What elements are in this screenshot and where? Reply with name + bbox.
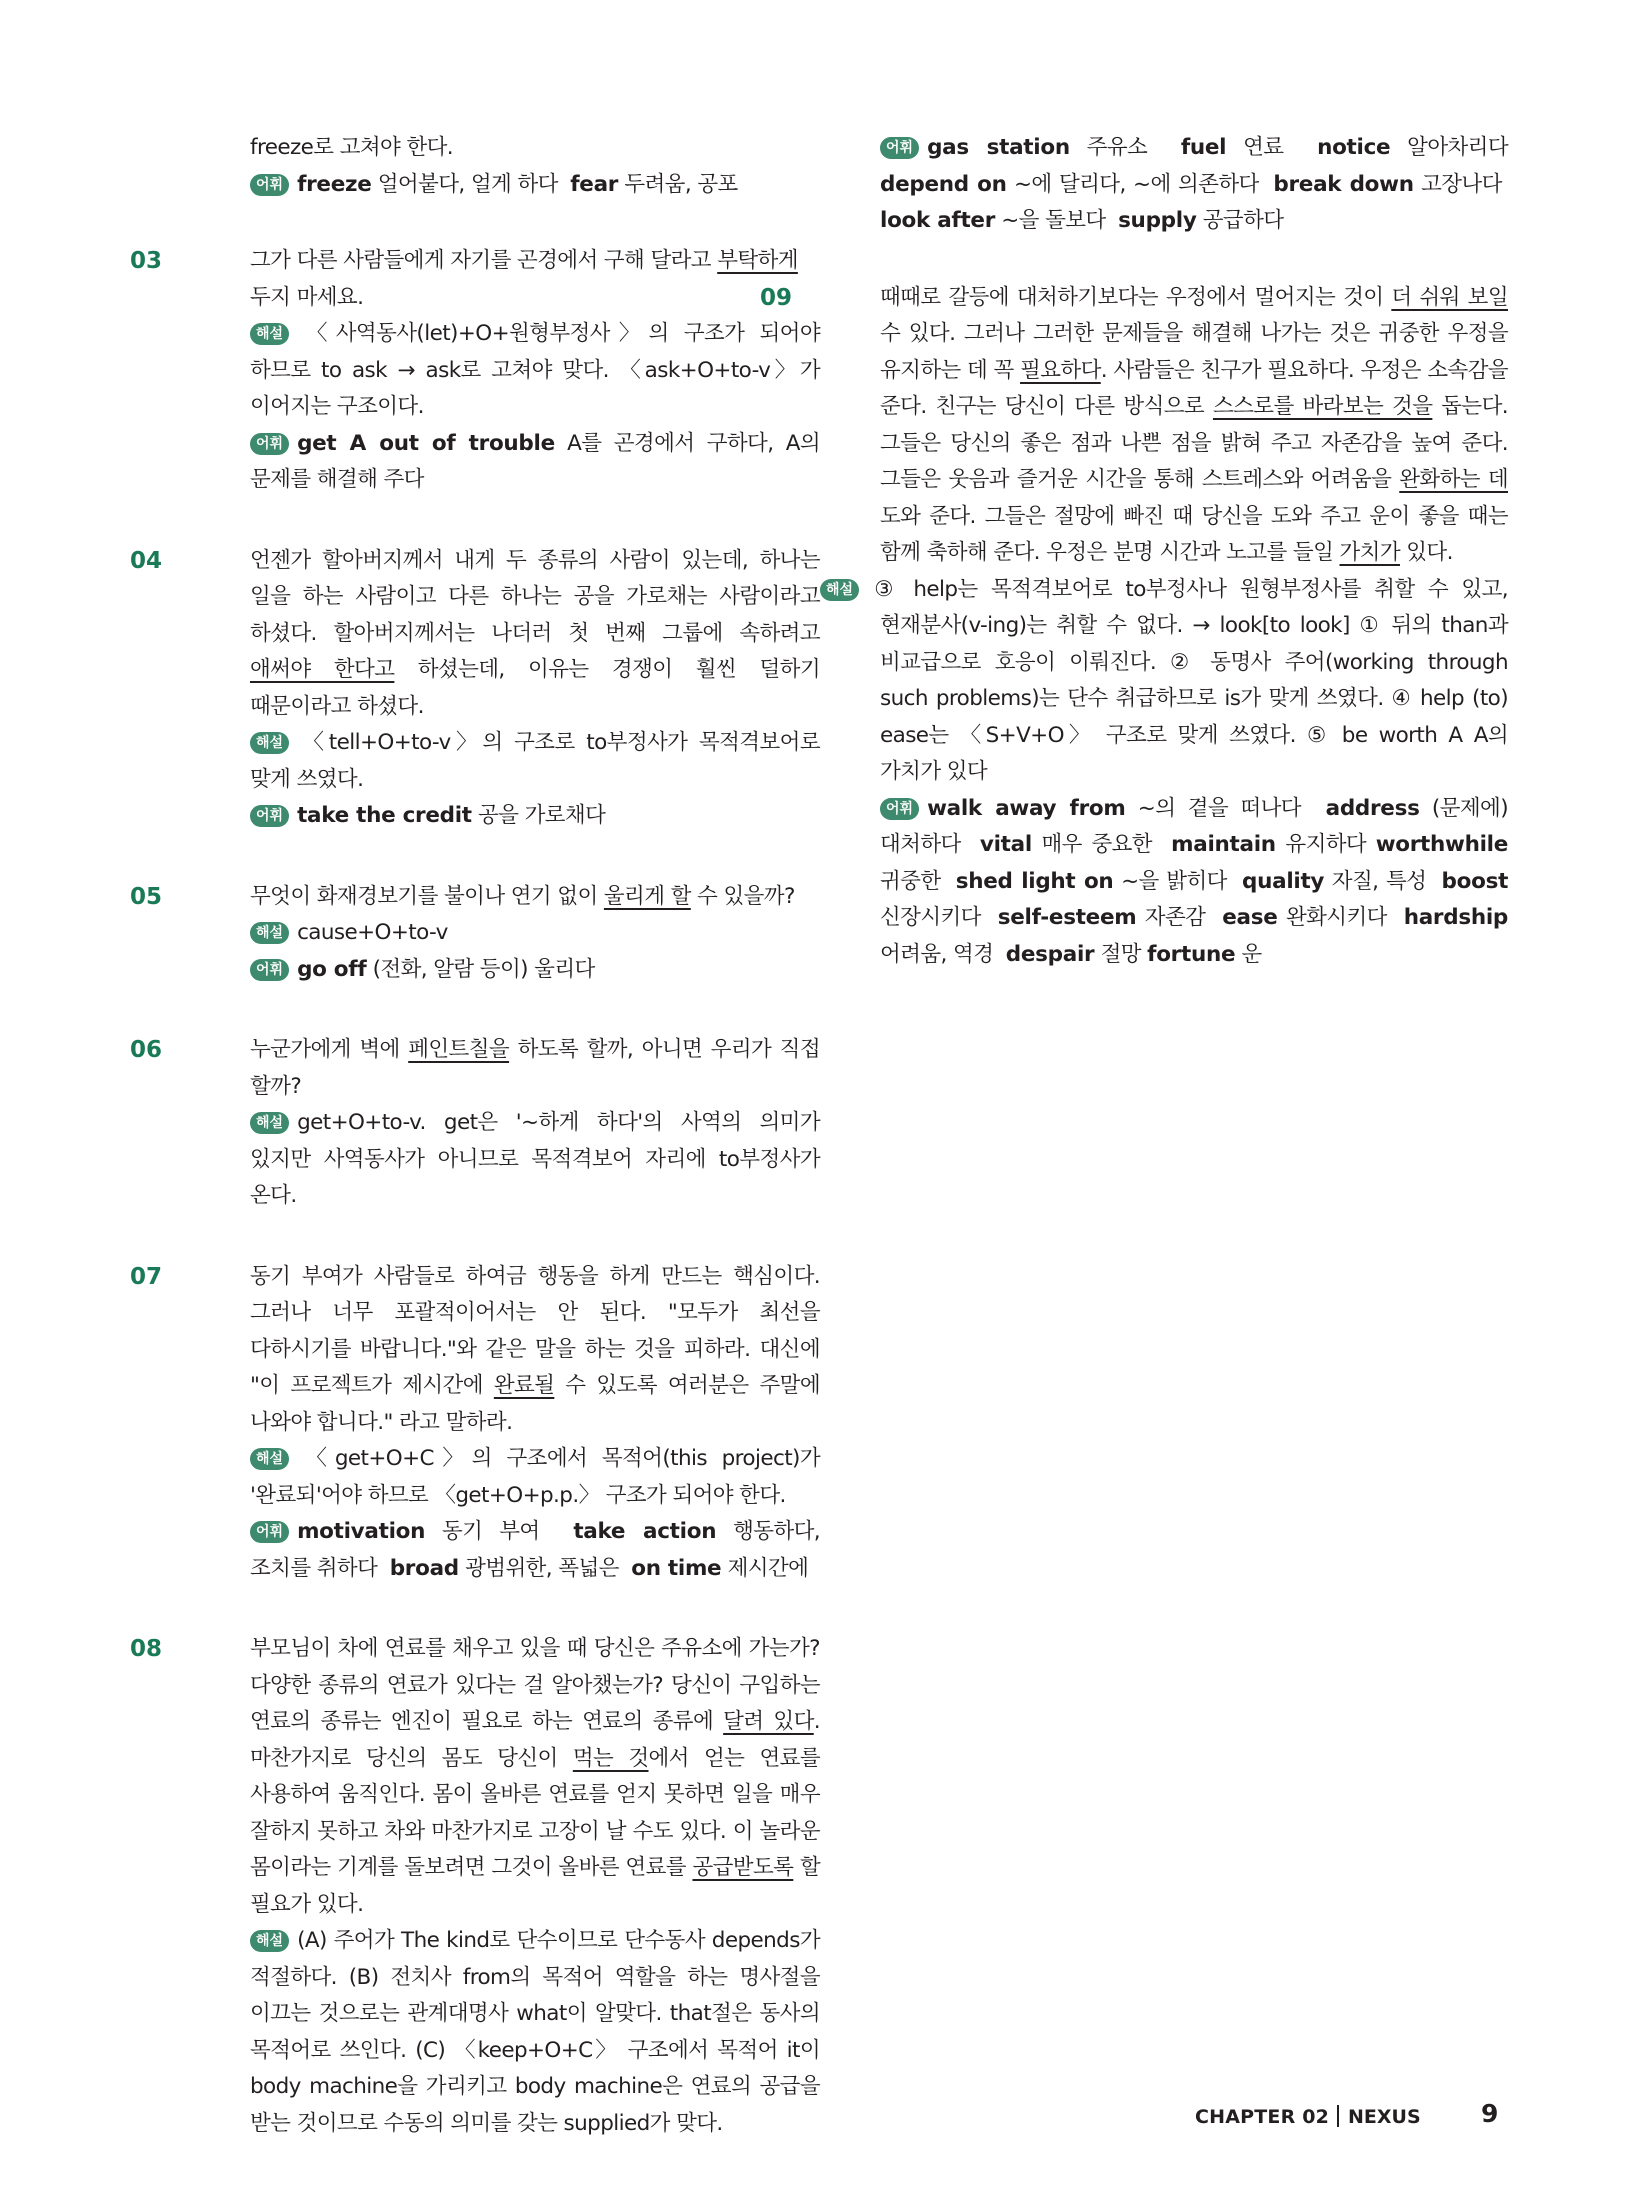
vocab-meaning: ~을 돌보다 — [1001, 208, 1106, 233]
underlined-phrase: 완료될 — [493, 1373, 555, 1398]
vocab-term: self-esteem — [997, 905, 1137, 930]
vocab-term: look after — [880, 208, 996, 233]
vocab-term: worthwhile — [1375, 832, 1508, 857]
vocab-term: take the credit — [297, 803, 472, 828]
vocab-meaning: (문제에) 대처하다 — [880, 795, 1509, 857]
translation-text — [250, 543, 820, 726]
vocab-term: vital — [979, 832, 1032, 857]
question-number: 03 — [130, 248, 163, 274]
vocab-term: despair — [1005, 941, 1095, 967]
question-number: 05 — [130, 883, 163, 910]
explanation-line — [250, 1923, 820, 2142]
translation-text — [250, 1032, 820, 1105]
text-run: 언젠가 할아버지께서 내게 두 종류의 사람이 있는데, 하나는 일을 하는 사람이고 다른 하나는 공을 가로채는 사람이라고 하셨다. 할아버지께서는 나더러 첫 번째 그룹에 속하려고 — [250, 547, 820, 646]
entry-08-vocab — [880, 130, 1508, 240]
explanation-tag: 해설 — [250, 732, 289, 754]
vocab-meaning: 완화시키다 — [1285, 905, 1387, 930]
vocab-meaning: 귀중한 — [880, 868, 941, 894]
page-number: 9 — [1481, 2099, 1499, 2128]
vocab-meaning: 행동하다, 조치를 취하다 — [250, 1519, 820, 1581]
question-number: 07 — [130, 1263, 163, 1290]
explanation-line — [250, 915, 820, 952]
vocab-term: notice — [1317, 135, 1391, 160]
vocab-term: motivation — [297, 1519, 426, 1544]
vocab-tag: 어휘 — [250, 959, 289, 981]
vocab-term: address — [1325, 795, 1420, 821]
vocab-term: quality — [1242, 868, 1325, 894]
text-run: 도와 준다. 그들은 절망에 빠진 때 당신을 도와 주고 운이 좋을 때는 함께 축하해 준다. 우정은 분명 시간과 노고를 들일 — [880, 503, 1508, 565]
vocab-term: go off — [297, 956, 367, 982]
vocab-line — [250, 952, 820, 989]
explanation-tag: 해설 — [250, 1112, 289, 1134]
underlined-phrase: 울리게 할 — [603, 883, 691, 909]
vocab-term: supply — [1118, 208, 1197, 233]
explanation-text: cause+O+to-v — [297, 920, 448, 945]
text-run: 때때로 갈등에 대처하기보다는 우정에서 멀어지는 것이 — [880, 284, 1392, 310]
page-footer — [1195, 2099, 1515, 2133]
vocab-meaning: 운 — [1241, 941, 1262, 967]
footer-divider — [1337, 2105, 1339, 2127]
question-number: 08 — [130, 1636, 163, 1662]
explanation-tag: 해설 — [250, 323, 289, 345]
text-run: 하셨는데, 이유는 경쟁이 훨씬 덜하기 때문이라고 하셨다. — [250, 657, 820, 719]
question-number: 06 — [130, 1037, 163, 1063]
explanation-line — [250, 316, 820, 426]
text-run: 무엇이 화재경보기를 불이나 연기 없이 — [250, 883, 604, 909]
text-run: . 사람들은 친구가 필요하다. 우정은 소속감을 준다. 친구는 당신이 다른 방식으로 — [880, 357, 1509, 419]
vocab-meaning: 알아차리다 — [1407, 135, 1509, 160]
chapter-label: CHAPTER 02 — [1195, 2106, 1330, 2128]
vocab-tag: 어휘 — [250, 174, 289, 196]
vocab-line — [250, 1514, 820, 1587]
vocab-term: broad — [389, 1555, 459, 1581]
vocab-line — [880, 130, 1508, 240]
vocab-term: take action — [573, 1519, 717, 1544]
text-run: 부모님이 차에 연료를 채우고 있을 때 당신은 주유소에 가는가? 다양한 종류의 연료가 있다는 걸 알아챘는가? 당신이 구입하는 연료의 종류는 엔진이 필요로 하는 연료의 종류에 — [250, 1636, 820, 1734]
vocab-line — [880, 791, 1508, 974]
vocab-line — [250, 798, 820, 835]
vocab-line — [250, 167, 820, 204]
vocab-meaning: 제시간에 — [727, 1555, 809, 1581]
question-number: 04 — [130, 547, 163, 574]
vocab-meaning: 광범위한, 폭넓은 — [465, 1555, 619, 1581]
vocab-line — [250, 426, 820, 499]
vocab-term: freeze — [297, 171, 372, 197]
entry-07 — [130, 1259, 820, 1588]
vocab-meaning: A를 곤경에서 구하다, A의 문제를 해결해 주다 — [250, 430, 820, 492]
entry-08 — [130, 1631, 820, 2142]
text-run: 할 필요가 있다. — [250, 1855, 820, 1917]
entry-09 — [760, 280, 1509, 974]
explanation-text: (A) 주어가 The kind로 단수이므로 단수동사 depends가 적절하다. (B) 전치사 from의 목적어 역할을 하는 명사절을 이끄는 것으로는 관계대명사 what이 알맞다. that절은 동사의 목적어로 쓰인다. (C) 〈keep+O+C〉 구조에서 목적어 it이 body machine을 가리키고 body machine은 연료의 공급을 받는 것이므로 수동의 의미를 갖는 supplied가 맞다. — [250, 1928, 820, 2136]
vocab-meaning: 주유소 — [1086, 135, 1148, 160]
underlined-phrase: 공급받도록 — [692, 1855, 794, 1880]
entry-05 — [130, 879, 820, 989]
vocab-term: get A out of trouble — [297, 430, 555, 456]
entry-06 — [130, 1032, 821, 1215]
vocab-meaning: 매우 중요한 — [1041, 832, 1152, 857]
vocab-term: ease — [1222, 905, 1278, 930]
text-run: 두지 마세요. — [250, 284, 364, 310]
underlined-phrase: 달려 있다 — [723, 1709, 814, 1734]
vocab-term: on time — [631, 1555, 722, 1581]
vocab-term: shed light on — [955, 868, 1114, 894]
vocab-meaning: 자질, 특성 — [1331, 868, 1427, 894]
vocab-term: hardship — [1403, 905, 1508, 930]
vocab-meaning: 절망 — [1100, 941, 1141, 967]
underlined-phrase: 애써야 한다고 — [250, 657, 395, 682]
brand-label: NEXUS — [1348, 2106, 1421, 2128]
explanation-line — [250, 1105, 820, 1215]
underlined-phrase: 완화하는 데 — [1399, 467, 1508, 492]
underlined-phrase: 가치가 — [1339, 540, 1401, 565]
text-run: 수 있을까? — [690, 883, 795, 909]
text-run: 에서 얻는 연료를 사용하여 움직인다. 몸이 올바른 연료를 얻지 못하면 일을 매우 잘하지 못하고 차와 마찬가지로 고장이 날 수도 있다. 이 놀라운 몸이라는 기계를 돌보려면 그것이 올바른 연료를 — [250, 1745, 820, 1880]
right-column — [760, 130, 1509, 1017]
explanation-text: 〈tell+O+to-v〉의 구조로 to부정사가 목적격보어로 맞게 쓰였다. — [250, 730, 820, 792]
vocab-term: fuel — [1180, 135, 1227, 160]
explanation-text: freeze로 고쳐야 한다. — [250, 135, 454, 160]
explanation-tag: 해설 — [250, 1448, 289, 1470]
text-run: 수 있다. 그러나 그러한 문제들을 해결해 나가는 것은 귀중한 우정을 유지하는 데 꼭 — [880, 321, 1508, 383]
vocab-term: depend on — [880, 171, 1007, 197]
vocab-term: boost — [1441, 868, 1509, 894]
translation-text — [250, 243, 820, 316]
vocab-meaning: 자존감 — [1144, 905, 1206, 930]
vocab-tag: 어휘 — [880, 137, 919, 159]
vocab-term: fear — [570, 171, 619, 197]
text-run: 있다. — [1400, 540, 1453, 565]
explanation-tag: 해설 — [250, 1930, 289, 1952]
underlined-phrase: 페인트칠을 — [408, 1037, 510, 1062]
vocab-tag: 어휘 — [250, 805, 289, 827]
explanation-text: 〈get+O+C〉의 구조에서 목적어(this project)가 '완료되'어야 하므로 〈get+O+p.p.〉 구조가 되어야 한다. — [250, 1446, 820, 1508]
vocab-meaning: 고장나다 — [1421, 171, 1502, 197]
translation-text — [250, 1259, 820, 1442]
text-run: 동기 부여가 사람들로 하여금 행동을 하게 만드는 핵심이다. 그러나 너무 포괄적이어서는 안 된다. "모두가 최선을 다하시기를 바랍니다."와 같은 말을 하는 것을 피하라. 대신에 "이 프로젝트가 제시간에 — [250, 1263, 820, 1398]
vocab-meaning: 공급하다 — [1202, 208, 1284, 233]
entry-04 — [130, 543, 820, 835]
vocab-term: break down — [1273, 171, 1414, 197]
vocab-meaning: 두려움, 공포 — [624, 171, 738, 197]
vocab-term: fortune — [1147, 941, 1236, 967]
entry-02-continued — [190, 130, 820, 203]
translation-text — [250, 879, 820, 916]
explanation-text: ③ help는 목적격보어로 to부정사나 원형부정사를 취할 수 있고, 현재분사(v-ing)는 취할 수 없다. → look[to look] ① 뒤의 than과 비교급으로 호응이 이뤄진다. ② 동명사 주어(working through such problems)는 단수 취급하므로 is가 맞게 쓰였다. ④ help (to) ease는 〈S+V+O〉 구조로 맞게 쓰였다. ⑤ be worth A A의 가치가 있다 — [867, 576, 1508, 784]
underlined-phrase: 스스로를 바라보는 것을 — [1212, 394, 1433, 419]
vocab-meaning: 얼어붙다, 얼게 하다 — [377, 171, 558, 197]
underlined-phrase: 필요하다 — [1020, 357, 1101, 383]
vocab-meaning: 동기 부여 — [442, 1519, 540, 1544]
vocab-tag: 어휘 — [880, 798, 919, 820]
explanation-line — [250, 1441, 820, 1514]
explanation-line — [826, 572, 1508, 791]
translation-text — [880, 280, 1508, 572]
text-run: 수 있도록 여러분은 주말에 나와야 합니다." 라고 말하라. — [250, 1373, 820, 1435]
vocab-meaning: 유지하다 — [1285, 832, 1367, 857]
vocab-tag: 어휘 — [250, 1521, 289, 1543]
explanation-line — [250, 725, 820, 798]
text-run: 하도록 할까, 아니면 우리가 직접 할까? — [250, 1037, 821, 1099]
vocab-tag: 어휘 — [250, 433, 289, 455]
text-run: 그가 다른 사람들에게 자기를 곤경에서 구해 달라고 — [250, 248, 718, 273]
text-run: . 마찬가지로 당신의 몸도 당신이 — [250, 1709, 820, 1771]
vocab-meaning: 공을 가로채다 — [478, 803, 606, 828]
vocab-term: maintain — [1171, 832, 1276, 857]
vocab-term: walk away from — [927, 795, 1126, 821]
explanation-tag: 해설 — [820, 579, 859, 601]
vocab-meaning: 어려움, 역경 — [880, 941, 994, 967]
underlined-phrase: 더 쉬워 보일 — [1391, 284, 1508, 310]
entry-03 — [130, 243, 820, 499]
vocab-meaning: 연료 — [1243, 135, 1284, 160]
text-run: 누군가에게 벽에 — [250, 1037, 409, 1062]
question-number: 09 — [760, 284, 793, 311]
explanation-text: 〈사역동사(let)+O+원형부정사〉의 구조가 되어야 하므로 to ask → ask로 고쳐야 맞다. 〈ask+O+to-v〉가 이어지는 구조이다. — [250, 321, 820, 419]
vocab-meaning: ~을 밝히다 — [1121, 868, 1227, 894]
vocab-meaning: ~의 곁을 떠나다 — [1137, 795, 1301, 821]
vocab-term: gas station — [927, 135, 1070, 160]
underlined-phrase: 먹는 것 — [572, 1745, 649, 1771]
explanation-text: get+O+to-v. get은 '~하게 하다'의 사역의 의미가 있지만 사역동사가 아니므로 목적격보어 자리에 to부정사가 온다. — [250, 1110, 820, 1208]
vocab-meaning: (전화, 알람 등이) 울리다 — [372, 956, 595, 982]
underlined-phrase: 부탁하게 — [717, 248, 798, 273]
vocab-meaning: ~에 달리다, ~에 의존하다 — [1014, 171, 1259, 197]
left-column — [130, 130, 821, 2186]
explanation-tag: 해설 — [250, 922, 289, 944]
translation-text — [250, 1631, 820, 1923]
text-run: 돕는다. 그들은 당신의 좋은 점과 나쁜 점을 밝혀 주고 자존감을 높여 준다. 그들은 웃음과 즐거운 시간을 통해 스트레스와 어려움을 — [880, 394, 1508, 492]
vocab-meaning: 신장시키다 — [880, 905, 981, 930]
